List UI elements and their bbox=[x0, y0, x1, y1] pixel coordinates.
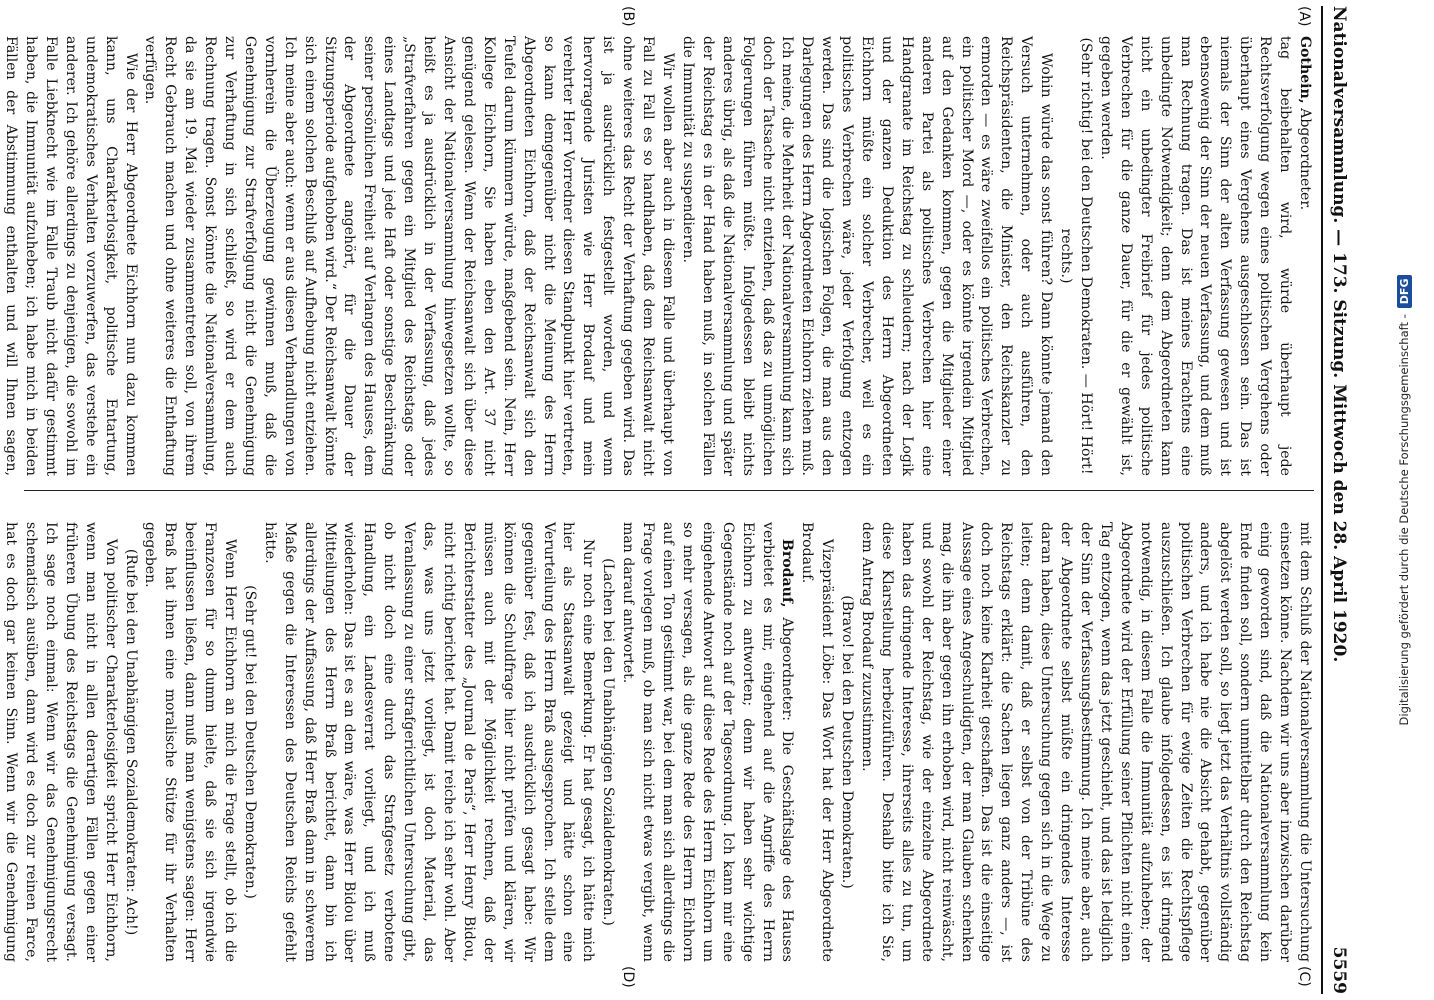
margin-marker-c: (C) bbox=[1296, 966, 1312, 987]
paragraph: Wenn Herr Eichhorn an mich die Frage stellt, ob ich die Franzosen für so dumm hielte, daß sie sich irgendwie beeinflussen ließen, dann muß man wenigstens sagen: Herr Braß hat ihnen eine moralische Stütze für ihr Verhalten gegeben. bbox=[142, 522, 239, 962]
margin-marker-a: (A) bbox=[1296, 6, 1312, 27]
interjection: (Sehr richtig! bei den Deutschen Demokraten. — Hört! Hört! rechts.) bbox=[1058, 37, 1095, 475]
paragraph: Wir wollen aber auch in diesem Falle und überhaupt von Fall zu Fall es so handhaben, daß dem Reichsanwalt nicht ohne weiteres das Recht der Verhaftung gegeben wird. Das ist ja ausdrücklich festgestellt worden, und wenn hervorragende Juristen wie Herr Brodauf und mein verehrter Herr Vorredner diesen Standpunkt hier vertreten, so kann demgegenüber nicht die Meinung des Herrn Abgeordneten Eichhorn, daß der Reichsanwalt sich den Teufel darum kümmern würde, maßgebend sein. Nein, Herr Kollege Eichhorn, Sie haben eben den Art. 37 nicht genügend gelesen. Wenn der Reichsanwalt sich über diese Ansicht der Nationalversammlung hinwegsetzen wollte, so heißt es ja ausdrücklich in der Verfassung, daß jedes „Strafverfahren gegen ein Mitglied des Reichstags oder eines Landtags und jede Haft oder sonstige Beschränkung seiner persönlichen Freiheit auf Verlangen des Hauses, dem der Abgeordnete angehört, für die Dauer der Sitzungsperiode aufgehoben wird.“ Der Reichsanwalt könnte sich einem solchen Beschluß auf Aufhebung nicht entziehen. Ich meine aber auch: wenn er aus diesen Verhandlungen von vornherein die Überzeugung gewinnen muß, daß die Genehmigung zur Strafverfolgung nicht die Genehmigung zur Verhaftung in sich schließt, so wird er dem auch Rechnung tragen. Sonst könnte die Nationalversammlung, da sie am 19. Mai wieder zusammentreten soll, von ihrem Recht Gebrauch machen und ohne weiteres die Enthaftung verfügen. bbox=[142, 36, 676, 476]
interjection: (Rufe bei den Unabhängigen Sozialdemokraten: Ach!) bbox=[122, 548, 139, 936]
paragraph: mit dem Schluß der Nationalversammlung die Untersuchung einsetzen könne. Nachdem wir uns aber inzwischen darüber einig geworden sind, daß die Nationalversammlung kein Ende finden soll, sondern unmittelbar durch den Reichstag abgelöst werden soll, so liegt jetzt das Verhältnis vollständig anders, und ich habe nie die Absicht gehabt, gegenüber politischen Verbrechen für ewige Zeiten die Rechtspflege auszuschließen. Ich glaube infolgedessen, es ist dringend notwendig, in diesem Falle die Immunität aufzuheben; der Abgeordnete wird der Erfüllung seiner Pflichten nicht einen Tag entzogen, wenn das jetzt geschieht, und das ist lediglich der Sinn der Verfassungsbestimmung. Ich meine aber, auch der Abgeordnete selbst müßte ein dringendes Interesse daran haben, diese Untersuchung gegen sich in die Wege zu leiten; denn damit, daß er selbst von der Tribüne des Reichstags erklärt: die Sachen liegen ganz anders —, ist doch noch keine Klarheit geschaffen. Das ist die einseitige Aussage eines Angeschuldigten, der man Glauben schenken mag, die ihn aber gegen ihn erhoben wird, nicht reinwäscht, und sowohl der Reichstag, wie der einzelne Abgeordnete haben das dringende Interesse, ihrerseits alles zu tun, um diese Klarstellung herbeizuführen. Deshalb bitte ich Sie, dem Antrag Brodauf zuzustimmen. bbox=[859, 522, 1313, 962]
margin-marker-b: (B) bbox=[620, 6, 636, 27]
paragraph: Nur noch eine Bemerkung. Er hat gesagt, ich hätte mich hier als Staatsanwalt gezeigt und hätte schon eine Verurteilung des Herrn Braß ausgesprochen. Ich stelle dem gegenüber fest, daß ich ausdrücklich gesagt habe: Wir können die Schuldfrage hier nicht prüfen und klären, wir müssen auch mit der Möglichkeit rechnen, daß der Berichterstatter des „Journal de Paris“, Herr Henry Bidou, nicht richtig berichtet hat. Damit reiche ich sehr wohl. Aber das, was uns jetzt vorliegt, ist doch Material, das Veranlassung zu einer strafgerichtlichen Untersuchung gibt, ob nicht doch eine durch das Strafgesetz verbotene Handlung, ein Landesverrat vorliegt, und ich muß wiederholen: Das ist es an dem wäre, was Herr Bidou über Mitteilungen des Herrn Braß berichtet, dann bin ich allerdings der Auffassung, daß Herr Braß dann in schwerem Maße gegen die Interessen des Deutschen Reichs gefehlt hätte. bbox=[261, 522, 597, 962]
speaker-role: Abgeordneter: bbox=[779, 617, 796, 722]
right-column bbox=[3, 522, 1314, 962]
left-column bbox=[3, 36, 1314, 476]
interjection: (Sehr gut! bei den Deutschen Demokraten.) bbox=[241, 585, 258, 899]
paragraph: Wie der Herr Abgeordnete Eichhorn nun dazu kommen kann, uns Charakterlosigkeit, politische Entartung, undemokratisches Verhalten vorzuwerfen, das verstehe ein anderer. Ich gehöre allerdings zu denjenigen, die sowohl im Falle Liebknecht wie im Falle Traub nicht dafür gestimmt haben, die Immunität aufzuheben; ich habe mich in beiden Fällen der Abstimmung enthalten und will Ihnen sagen, bbox=[3, 36, 139, 476]
column-divider bbox=[24, 490, 1314, 491]
dfg-notice bbox=[1394, 10, 1414, 990]
dfg-notice-text: Digitalisierung gefördert durch die Deutsche Forschungsgemeinschaft - bbox=[1397, 314, 1411, 726]
page-header bbox=[1326, 6, 1352, 994]
vice-president-line: Vizepräsident Löbe: Das Wort hat der Herr Abgeordnete Brodauf. bbox=[799, 522, 836, 962]
paragraph: Wohin würde das sonst führen? Dann könnte jemand den Versuch unternehmen, oder auch ausführen, den Reichspräsidenten, die Minister, den Reichskanzler zu ermorden — es wäre zweifellos ein politisches Verbrechen, ein politischer Mord —, oder es könnte irgendein Mitglied auf den Gedanken kommen, gegen die Mitglieder einer anderen Partei als politisches Verbrechen hier eine Handgranate im Reichstag zu schleudern; nach der Logik und der ganzen Deduktion des Herrn Abgeordneten Eichhorn müßte ein solcher Verbrecher, weil es ein politisches Verbrechen wäre, jeder Verfolgung entzogen werden. Das sind die logischen Folgen, die man aus den Darlegungen des Herrn Abgeordneten Eichhorn ziehen muß. Ich meine, die Mehrheit der Nationalversammlung kann sich doch der Tatsache nicht entziehen, daß das zu unmöglichen Folgerungen führen müßte. Infolgedessen bleibt nichts anderes übrig, als daß die Nationalversammlung und später der Reichstag es in der Hand haben muß, in solchen Fällen die Immunität zu suspendieren. bbox=[679, 36, 1055, 476]
paragraph: tag beibehalten wird, würde überhaupt jede Rechtsverfolgung wegen eines politischen Vergehens oder überhaupt eines Vergehens ausgeschlossen sein. Das ist niemals der Sinn der alten Verfassung gewesen und ist ebensowenig der Sinn der neuen Verfassung, und dem muß man Rechnung tragen. Das ist meines Erachtens eine unbedingte Notwendigkeit; denn dem Abgeordneten kann nicht ein unbedingter Freibrief für jedes politische Verbrechen für die ganze Dauer, für die er gewählt ist, gegeben werden. bbox=[1097, 36, 1294, 476]
interjection: (Bravo! bei den Deutschen Demokraten.) bbox=[839, 595, 856, 889]
header-title: Nationalversammlung. — 173. Sitzung. Mittwoch den 28. April 1920. bbox=[1329, 6, 1349, 663]
scanned-page bbox=[4, 0, 1364, 1000]
header-rule bbox=[1321, 6, 1323, 994]
speaker-line bbox=[617, 522, 796, 962]
dfg-logo: DFG bbox=[1397, 275, 1412, 309]
margin-marker-d: (D) bbox=[620, 966, 636, 988]
speaker-line bbox=[1294, 36, 1314, 476]
speaker-role: Abgeordneter. bbox=[1297, 108, 1313, 211]
speaker-name: Gothein, bbox=[1297, 36, 1313, 104]
paragraph: Von politischer Charakterlosigkeit spricht Herr Eichhorn, wenn man nicht in allen derartigen Fällen gegen einer früheren Übung des Reichstags die Genehmigung versagt. Ich sage noch einmal: Wenn wir das Genehmigungsrecht schematisch ausüben, dann wird es doch zur reinen Farce, hat es doch gar keinen Sinn. Wenn wir die Genehmigung bbox=[3, 522, 119, 962]
speaker-name: Brodauf, bbox=[779, 538, 796, 608]
paragraph: Die Geschäftslage des Hauses verbietet es mir, eingehend auf die Angriffe des Herrn Eichhorn zu antworten; denn wir haben sehr wichtige Gegenstände noch auf der Tagesordnung. Ich kann mir eine eingehende Antwort auf diese Rede des Herrn Eichhorn um so mehr versagen, als die ganze Rede des Herrn Eichhorn auf einen Ton gestimmt war, bei dem man sich allerdings die Frage vorlegen muß, ob man sich nicht etwas vergibt, wenn man darauf antwortet. bbox=[620, 522, 796, 962]
interjection: (Lachen bei den Unabhängigen Sozialdemokraten.) bbox=[600, 558, 617, 926]
page-number: 5559 bbox=[1329, 946, 1349, 994]
